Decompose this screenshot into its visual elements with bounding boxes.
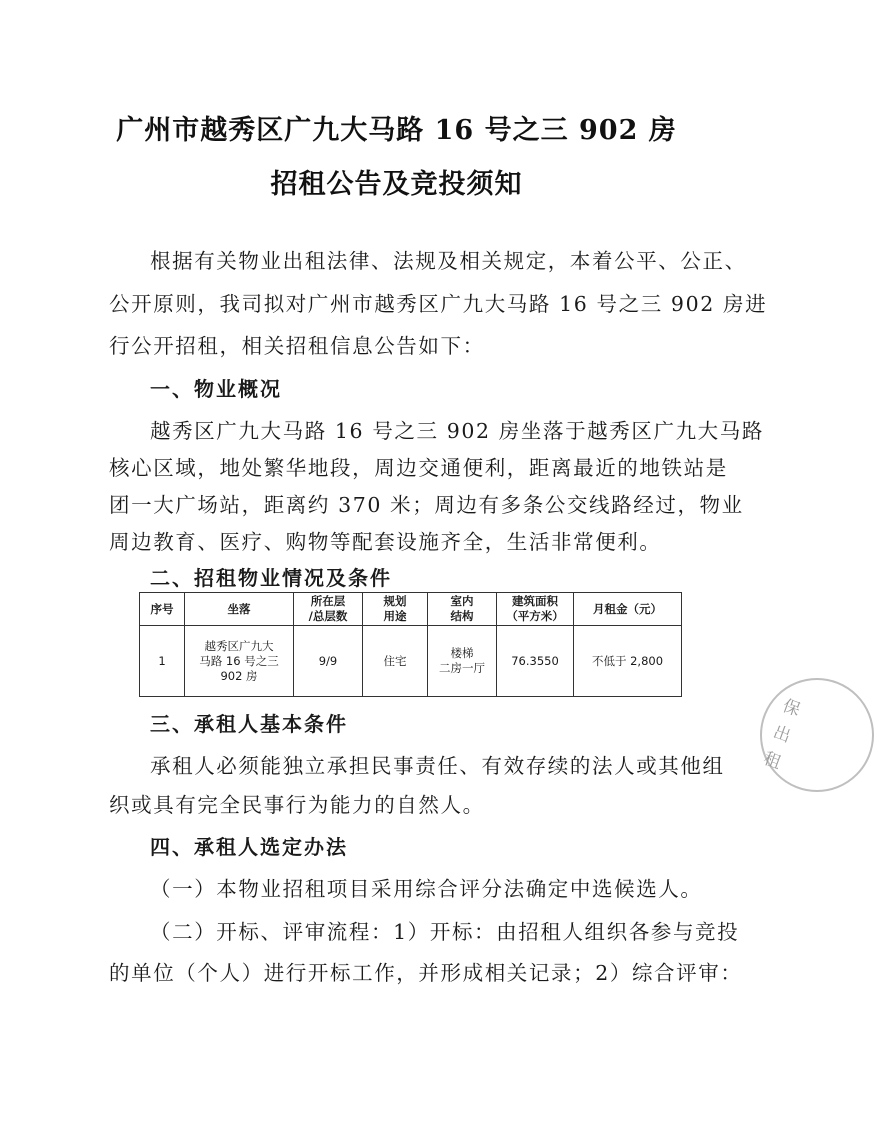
official-seal-stamp xyxy=(760,678,874,792)
header-location: 坐落 xyxy=(185,593,294,626)
section-1-line: 周边教育、医疗、购物等配套设施齐全，生活非常便利。 xyxy=(109,530,662,554)
section-1-line: 团一大广场站，距离约 370 米；周边有多条公交线路经过，物业 xyxy=(109,493,744,517)
cell-location: 越秀区广九大 马路 16 号之三 902 房 xyxy=(185,626,294,697)
intro-line: 行公开招租，相关招租信息公告如下： xyxy=(109,334,485,358)
title-line-2: 招租公告及竞投须知 xyxy=(270,169,523,200)
header-structure: 室内 结构 xyxy=(428,593,497,626)
table-header-row xyxy=(140,593,682,626)
cell-floor: 9/9 xyxy=(294,626,363,697)
seal-text: 保 出 租 xyxy=(760,696,803,774)
header-floor: 所在层 /总层数 xyxy=(294,593,363,626)
cell-area: 76.3550 xyxy=(497,626,574,697)
property-table xyxy=(139,592,682,697)
header-rent: 月租金（元） xyxy=(574,593,682,626)
cell-rent: 不低于 2,800 xyxy=(574,626,682,697)
section-4-line: （一）本物业招租项目采用综合评分法确定中选候选人。 xyxy=(150,877,703,901)
cell-structure: 楼梯 二房一厅 xyxy=(428,626,497,697)
title-line-1: 广州市越秀区广九大马路 16 号之三 902 房 xyxy=(116,115,677,146)
intro-line: 公开原则，我司拟对广州市越秀区广九大马路 16 号之三 902 房进 xyxy=(109,292,768,316)
section-1-line: 越秀区广九大马路 16 号之三 902 房坐落于越秀区广九大马路 xyxy=(150,419,764,443)
section-3-heading: 三、承租人基本条件 xyxy=(150,712,348,736)
section-1-heading: 一、物业概况 xyxy=(150,377,282,401)
section-4-line: 的单位（个人）进行开标工作，并形成相关记录；2）综合评审： xyxy=(109,961,743,985)
header-area: 建筑面积 （平方米） xyxy=(497,593,574,626)
header-use: 规划 用途 xyxy=(363,593,428,626)
section-3-line: 承租人必须能独立承担民事责任、有效存续的法人或其他组 xyxy=(150,754,725,778)
intro-line: 根据有关物业出租法律、法规及相关规定，本着公平、公正、 xyxy=(150,249,747,273)
section-4-heading: 四、承租人选定办法 xyxy=(150,835,348,859)
section-2-heading: 二、招租物业情况及条件 xyxy=(150,566,392,590)
header-no: 序号 xyxy=(140,593,185,626)
section-3-line: 织或具有完全民事行为能力的自然人。 xyxy=(109,793,485,817)
cell-no: 1 xyxy=(140,626,185,697)
table-row xyxy=(140,626,682,697)
section-4-line: （二）开标、评审流程：1）开标：由招租人组织各参与竞投 xyxy=(150,920,740,944)
cell-use: 住宅 xyxy=(363,626,428,697)
section-1-line: 核心区域，地处繁华地段，周边交通便利，距离最近的地铁站是 xyxy=(109,456,728,480)
